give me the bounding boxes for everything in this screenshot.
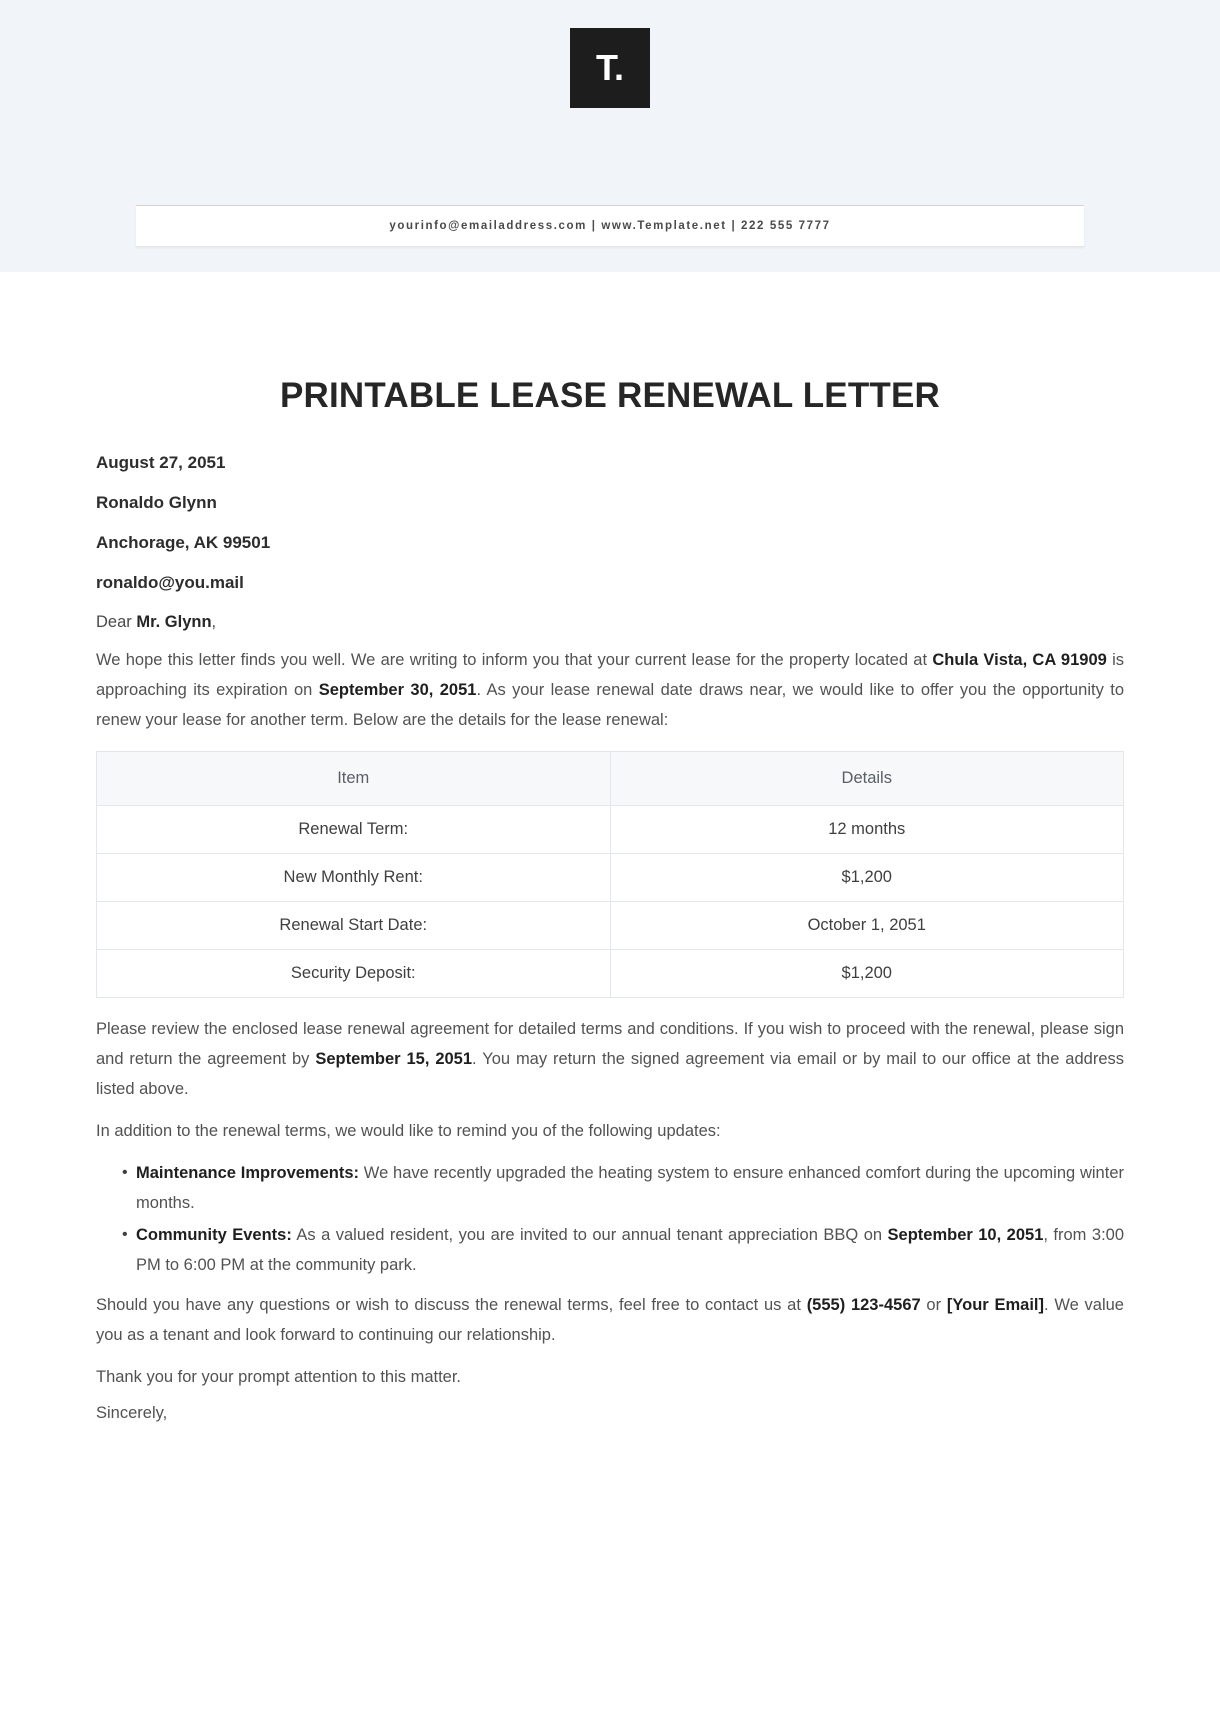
- table-cell-item: Security Deposit:: [97, 950, 611, 998]
- list-item: [122, 1158, 1124, 1218]
- update-text-2: , from 3:00 PM to 6:00 PM at the community park.: [136, 1226, 1125, 1275]
- recipient-address: Anchorage, AK 99501: [96, 533, 271, 553]
- page-title: PRINTABLE LEASE RENEWAL LETTER: [279, 376, 940, 415]
- salutation-name: Mr. Glynn: [136, 613, 212, 632]
- letterhead: [0, 0, 1220, 272]
- contact-text-3: . We value you as a tenant and look forward to continuing our relationship.: [96, 1296, 1124, 1345]
- table-cell-item: Renewal Term:: [97, 806, 611, 854]
- intro-text-1: We hope this letter finds you well. We are writing to inform you that your current lease for the property located at: [96, 651, 933, 670]
- table-cell-item: New Monthly Rent:: [97, 854, 611, 902]
- table-row: [97, 806, 1124, 854]
- table-body: [97, 806, 1124, 998]
- table-cell-details: $1,200: [610, 854, 1124, 902]
- intro-expiration-date: September 30, 2051: [318, 681, 477, 700]
- logo-glyph: T.: [595, 47, 624, 88]
- salutation: [96, 610, 1124, 635]
- intro-text-3: . As your lease renewal date draws near, we would like to offer you the opportunity to renew your lease for another term. Below are the details for the lease renewal:: [96, 681, 1124, 730]
- review-text-1: Please review the enclosed lease renewal agreement for detailed terms and conditions. If you wish to proceed with the renewal, please sign and return the agreement by: [96, 1020, 1124, 1069]
- table-row: [97, 950, 1124, 998]
- update-text-1: As a valued resident, you are invited to our annual tenant appreciation BBQ on: [291, 1226, 888, 1245]
- table-header-row: [97, 752, 1124, 806]
- updates-intro-paragraph: In addition to the renewal terms, we would like to remind you of the following updates:: [96, 1122, 721, 1141]
- salutation-suffix: ,: [211, 613, 217, 632]
- contact-paragraph: [96, 1290, 1124, 1350]
- table-cell-details: 12 months: [610, 806, 1124, 854]
- salutation-prefix: Dear: [96, 613, 137, 632]
- contact-text-2: or: [920, 1296, 947, 1315]
- document-sheet: [0, 376, 1220, 1474]
- review-paragraph: [96, 1014, 1124, 1104]
- letter-date: August 27, 2051: [96, 453, 226, 472]
- recipient-name: Ronaldo Glynn: [96, 493, 217, 513]
- intro-property: Chula Vista, CA 91909: [932, 651, 1107, 670]
- recipient-email: ronaldo@you.mail: [96, 573, 244, 593]
- update-text-1: We have recently upgraded the heating system to ensure enhanced comfort during the upcoming winter months.: [136, 1164, 1124, 1213]
- contact-text-1: Should you have any questions or wish to discuss the renewal terms, feel free to contact us at: [96, 1296, 807, 1315]
- lease-details-table: [96, 751, 1124, 998]
- table-header-item: Item: [97, 752, 611, 806]
- contact-bar: [136, 205, 1084, 247]
- contact-email-placeholder: [Your Email]: [946, 1296, 1044, 1315]
- table-cell-details: October 1, 2051: [610, 902, 1124, 950]
- intro-paragraph: [96, 645, 1124, 735]
- review-deadline-date: September 15, 2051: [315, 1050, 473, 1069]
- intro-text-2: is approaching its expiration on: [96, 651, 1125, 700]
- contact-line: yourinfo@emailaddress.com | www.Template.net | 222 555 7777: [389, 220, 831, 232]
- brand-logo-icon: [570, 28, 650, 108]
- table-header-details: Details: [610, 752, 1124, 806]
- thank-you-line: Thank you for your prompt attention to this matter.: [96, 1368, 462, 1387]
- review-text-2: . You may return the signed agreement via email or by mail to our office at the address listed above.: [96, 1050, 1124, 1099]
- update-label: Community Events:: [136, 1226, 292, 1245]
- table-row: [97, 854, 1124, 902]
- update-label: Maintenance Improvements:: [136, 1164, 360, 1183]
- table-row: [97, 902, 1124, 950]
- list-item: [122, 1220, 1124, 1280]
- update-emphasis-date: September 10, 2051: [887, 1226, 1044, 1245]
- sign-off-line: Sincerely,: [96, 1404, 168, 1423]
- table-head: [97, 752, 1124, 806]
- updates-list: [96, 1158, 1124, 1280]
- table-cell-item: Renewal Start Date:: [97, 902, 611, 950]
- contact-phone-number: (555) 123-4567: [806, 1296, 921, 1315]
- logo-container: [0, 0, 1220, 108]
- table-cell-details: $1,200: [610, 950, 1124, 998]
